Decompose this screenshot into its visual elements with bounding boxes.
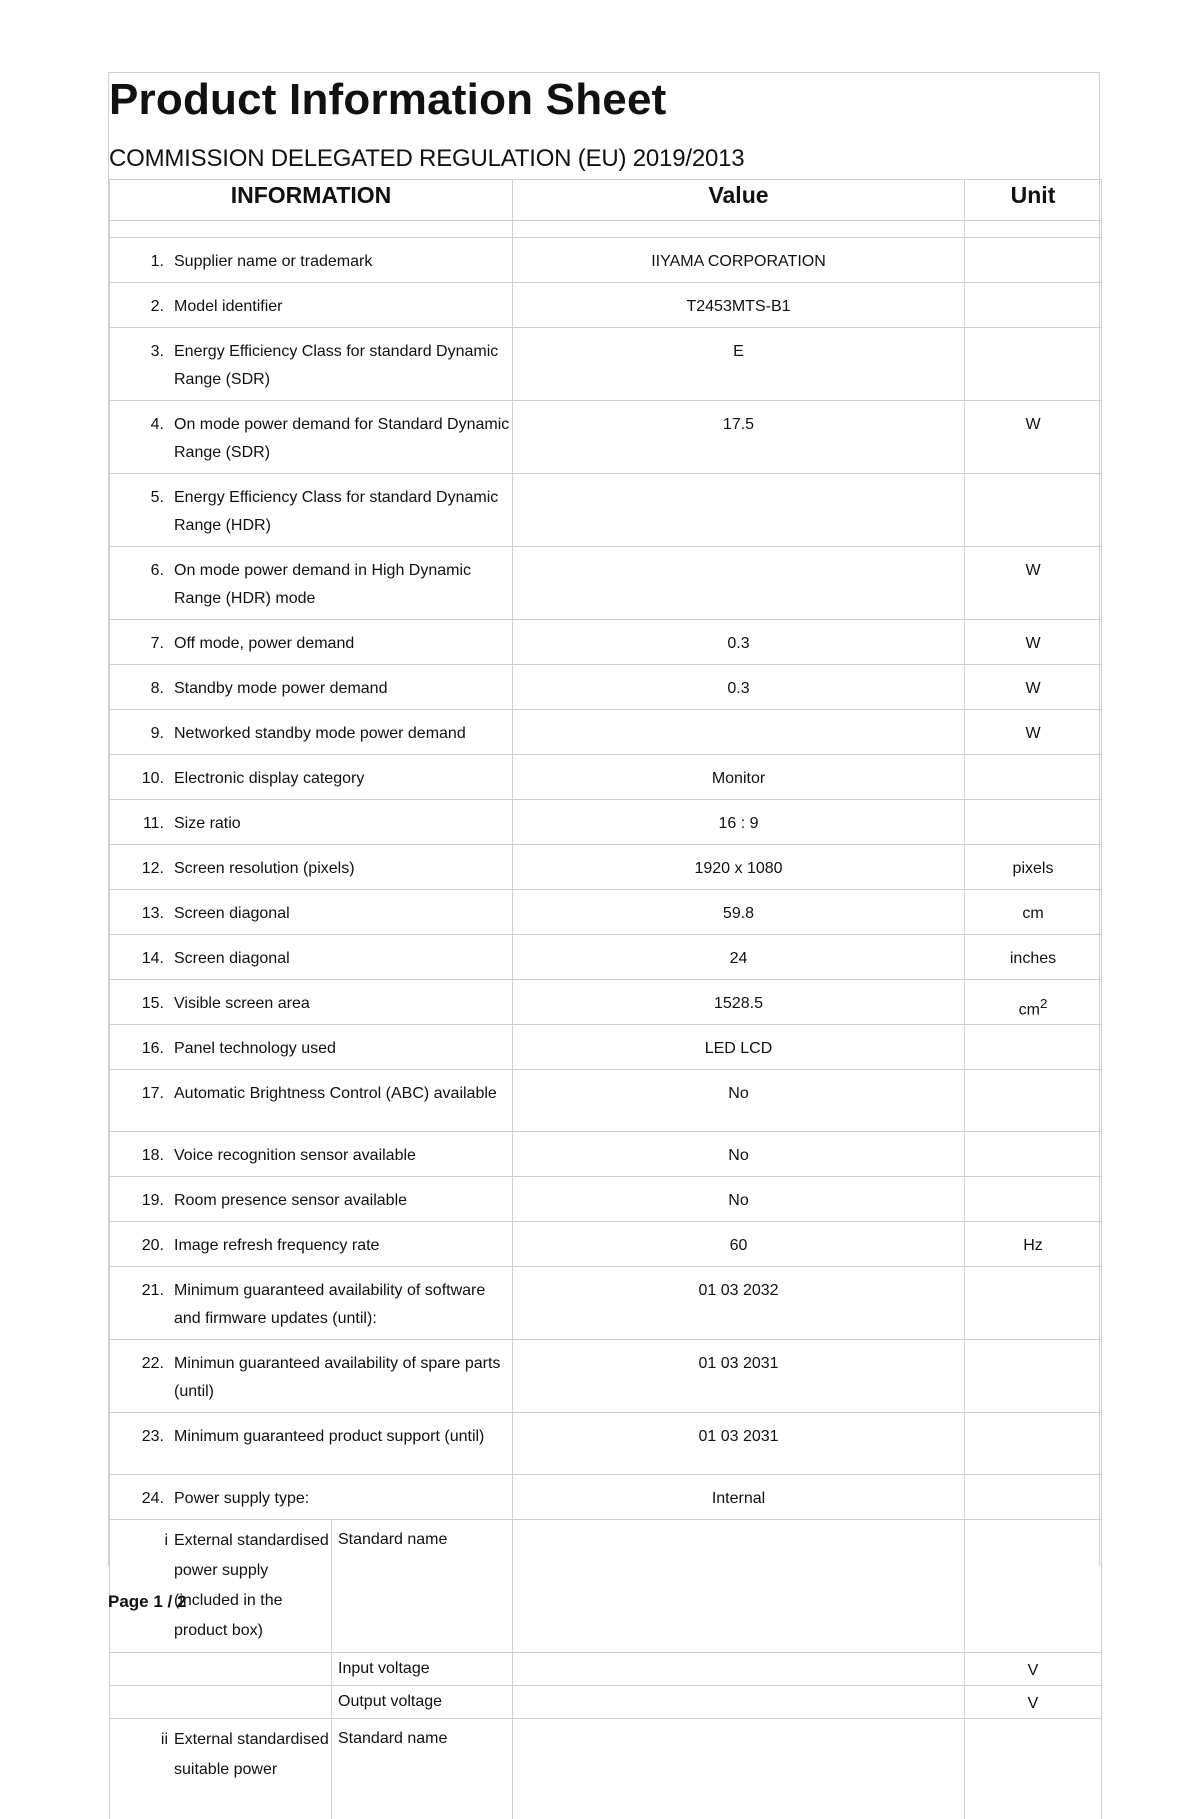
empty-cell (110, 1653, 332, 1686)
standard-name-label (332, 1719, 513, 1819)
row-unit (965, 980, 1102, 1025)
row-value: 24 (513, 935, 965, 980)
row-information (110, 1340, 513, 1413)
row-unit (965, 1070, 1102, 1132)
row-information (110, 474, 513, 547)
row-label: Minimum guaranteed availability of software and firmware updates (until): (174, 1282, 486, 1328)
row-number: 1. (150, 253, 164, 270)
row-value: 59.8 (513, 890, 965, 935)
row-unit (965, 1340, 1102, 1413)
row-value: 16 : 9 (513, 800, 965, 845)
row-information (110, 845, 513, 890)
row-unit (965, 401, 1102, 474)
row-number: 12. (141, 860, 164, 877)
row-unit (965, 665, 1102, 710)
spacer-row (110, 221, 1102, 238)
row-label: Image refresh frequency rate (174, 1237, 380, 1255)
row-number: 14. (141, 950, 164, 967)
output-voltage-row (110, 1686, 1102, 1719)
output-voltage-unit: V (965, 1686, 1102, 1719)
row-number: 19. (141, 1192, 164, 1210)
row-label: Automatic Brightness Control (ABC) available (174, 1085, 497, 1103)
row-label: Model identifier (174, 298, 283, 315)
row-information (110, 710, 513, 755)
row-number: 16. (141, 1040, 164, 1058)
row-value: LED LCD (513, 1025, 965, 1070)
row-value: No (513, 1177, 965, 1222)
row-unit (965, 474, 1102, 547)
row-unit (965, 1177, 1102, 1222)
row-label: Screen diagonal (174, 950, 290, 967)
row-value (513, 547, 965, 620)
row-information (110, 1475, 513, 1520)
row-number: 13. (141, 905, 164, 922)
row-unit (965, 620, 1102, 665)
table-row (110, 1413, 1102, 1475)
row-information (110, 1177, 513, 1222)
row-label: Minimun guaranteed availability of spare parts (until) (174, 1355, 501, 1401)
row-number: 8. (150, 680, 164, 697)
row-value: No (513, 1070, 965, 1132)
header-value: Value (513, 180, 965, 221)
standard-name-value (513, 1520, 965, 1653)
row-label: Voice recognition sensor available (174, 1147, 416, 1165)
row-information (110, 283, 513, 328)
row-number: 9. (150, 725, 164, 742)
row-unit (965, 1475, 1102, 1520)
row-label: Minimum guaranteed product support (until) (174, 1428, 485, 1446)
row-unit (965, 1267, 1102, 1340)
row-unit (965, 1413, 1102, 1475)
table-row (110, 283, 1102, 328)
row-value: 17.5 (513, 401, 965, 474)
row-number: 7. (150, 635, 164, 652)
row-value: 01 03 2031 (513, 1413, 965, 1475)
row-label: Power supply type: (174, 1490, 310, 1508)
row-label: Panel technology used (174, 1040, 336, 1058)
row-value: 60 (513, 1222, 965, 1267)
standard-name-value (513, 1719, 965, 1819)
standard-name-label (332, 1520, 513, 1653)
row-unit (965, 890, 1102, 935)
row-label: Off mode, power demand (174, 635, 355, 652)
row-value: No (513, 1132, 965, 1177)
row-number: 24. (141, 1490, 164, 1508)
row-information (110, 401, 513, 474)
unit-text: W (1025, 725, 1041, 742)
input-voltage-text: Input voltage (338, 1660, 430, 1678)
table-row (110, 890, 1102, 935)
row-label: Standby mode power demand (174, 680, 388, 697)
unit-text: W (1025, 635, 1041, 652)
header-unit: Unit (965, 180, 1102, 221)
power-supply-i-row (110, 1520, 1102, 1653)
table-row (110, 474, 1102, 547)
row-value: Monitor (513, 755, 965, 800)
standard-name-unit (965, 1520, 1102, 1653)
row-information (110, 547, 513, 620)
row-number: 4. (150, 416, 164, 433)
row-value (513, 474, 965, 547)
table-row (110, 935, 1102, 980)
row-information (110, 800, 513, 845)
row-number: 17. (141, 1085, 164, 1103)
row-number: 5. (150, 489, 164, 506)
row-value: 01 03 2031 (513, 1340, 965, 1413)
row-label: On mode power demand for Standard Dynamic Range (SDR) (174, 416, 510, 461)
output-voltage-label (332, 1686, 513, 1719)
unit-superscript: 2 (1039, 996, 1048, 1011)
row-unit (965, 1025, 1102, 1070)
row-information (110, 980, 513, 1025)
row-information (110, 328, 513, 401)
row-value: E (513, 328, 965, 401)
row-number: 15. (141, 995, 164, 1012)
table-row (110, 1070, 1102, 1132)
row-unit (965, 283, 1102, 328)
row-number: 3. (150, 343, 164, 360)
power-supply-ii-label (110, 1719, 332, 1819)
table-row (110, 980, 1102, 1025)
row-label: Size ratio (174, 815, 241, 832)
row-unit (965, 328, 1102, 401)
row-information (110, 890, 513, 935)
row-label: Energy Efficiency Class for standard Dynamic Range (HDR) (174, 489, 499, 534)
row-unit (965, 547, 1102, 620)
power-supply-i-label (110, 1520, 332, 1653)
header-information: INFORMATION (110, 180, 513, 221)
row-information (110, 1070, 513, 1132)
table-row (110, 1267, 1102, 1340)
row-value: 0.3 (513, 620, 965, 665)
row-number: 2. (150, 298, 164, 315)
roman-numeral: ii (160, 1731, 168, 1749)
table-row (110, 1132, 1102, 1177)
row-unit (965, 238, 1102, 283)
table-header-row (110, 180, 1102, 221)
row-value: T2453MTS-B1 (513, 283, 965, 328)
page-title: Product Information Sheet (109, 75, 667, 124)
row-information (110, 1222, 513, 1267)
unit-text: pixels (1012, 860, 1054, 877)
table-row (110, 1475, 1102, 1520)
row-number: 11. (142, 815, 164, 832)
row-value: 1528.5 (513, 980, 965, 1025)
table-row (110, 1340, 1102, 1413)
row-value: 0.3 (513, 665, 965, 710)
row-information (110, 665, 513, 710)
standard-name-text: Standard name (338, 1531, 448, 1549)
roman-numeral: i (164, 1532, 168, 1550)
unit-text: inches (1009, 950, 1057, 967)
row-information (110, 1413, 513, 1475)
unit-text: cm (1022, 905, 1044, 922)
empty-cell (110, 1686, 332, 1719)
row-number: 20. (141, 1237, 164, 1255)
row-number: 23. (141, 1428, 164, 1446)
row-number: 21. (141, 1282, 164, 1300)
table-row (110, 755, 1102, 800)
row-label: Screen diagonal (174, 905, 290, 922)
power-supply-ii-row (110, 1719, 1102, 1819)
table-row (110, 1177, 1102, 1222)
row-unit (965, 935, 1102, 980)
input-voltage-label (332, 1653, 513, 1686)
row-value (513, 710, 965, 755)
row-label: Electronic display category (174, 770, 365, 787)
output-voltage-value (513, 1686, 965, 1719)
row-unit (965, 800, 1102, 845)
row-label: Room presence sensor available (174, 1192, 408, 1210)
row-number: 18. (141, 1147, 164, 1165)
row-information (110, 620, 513, 665)
output-voltage-text: Output voltage (338, 1693, 443, 1711)
table-row (110, 620, 1102, 665)
table-row (110, 401, 1102, 474)
row-information (110, 238, 513, 283)
input-voltage-row (110, 1653, 1102, 1686)
table-row (110, 1025, 1102, 1070)
row-label: Supplier name or trademark (174, 253, 373, 270)
table-row (110, 845, 1102, 890)
row-label: Energy Efficiency Class for standard Dynamic Range (SDR) (174, 343, 499, 388)
unit-text: cm (1018, 1001, 1040, 1019)
row-label: Screen resolution (pixels) (174, 860, 355, 877)
standard-name-text: Standard name (338, 1730, 448, 1748)
row-number: 22. (141, 1355, 164, 1373)
table-row (110, 238, 1102, 283)
row-information (110, 1025, 513, 1070)
standard-name-unit (965, 1719, 1102, 1819)
table-row (110, 328, 1102, 401)
unit-text: W (1025, 680, 1041, 697)
table-row (110, 800, 1102, 845)
row-unit (965, 755, 1102, 800)
row-value: IIYAMA CORPORATION (513, 238, 965, 283)
page-footer: Page 1 / 2 (108, 1592, 187, 1611)
row-information (110, 1132, 513, 1177)
row-number: 10. (141, 770, 164, 787)
table-row (110, 1222, 1102, 1267)
row-label: Networked standby mode power demand (174, 725, 466, 742)
row-label: On mode power demand in High Dynamic Range (HDR) mode (174, 562, 472, 607)
unit-text: Hz (1023, 1237, 1043, 1255)
power-supply-i-text: External standardised power supply (included in the product box) (174, 1532, 329, 1640)
row-value: 01 03 2032 (513, 1267, 965, 1340)
row-number: 6. (150, 562, 164, 579)
input-voltage-unit: V (965, 1653, 1102, 1686)
unit-text: W (1025, 416, 1041, 433)
power-supply-ii-text: External standardised suitable power (174, 1731, 329, 1779)
row-value: 1920 x 1080 (513, 845, 965, 890)
row-unit (965, 1222, 1102, 1267)
table-row (110, 547, 1102, 620)
row-information (110, 935, 513, 980)
row-unit (965, 1132, 1102, 1177)
row-unit (965, 845, 1102, 890)
information-table (109, 179, 1102, 1819)
row-label: Visible screen area (174, 995, 310, 1012)
unit-text: W (1025, 562, 1041, 579)
row-information (110, 755, 513, 800)
row-unit (965, 710, 1102, 755)
row-information (110, 1267, 513, 1340)
table-row (110, 710, 1102, 755)
input-voltage-value (513, 1653, 965, 1686)
regulation-subtitle: COMMISSION DELEGATED REGULATION (EU) 2019/2013 (109, 145, 745, 172)
row-value: Internal (513, 1475, 965, 1520)
table-row (110, 665, 1102, 710)
